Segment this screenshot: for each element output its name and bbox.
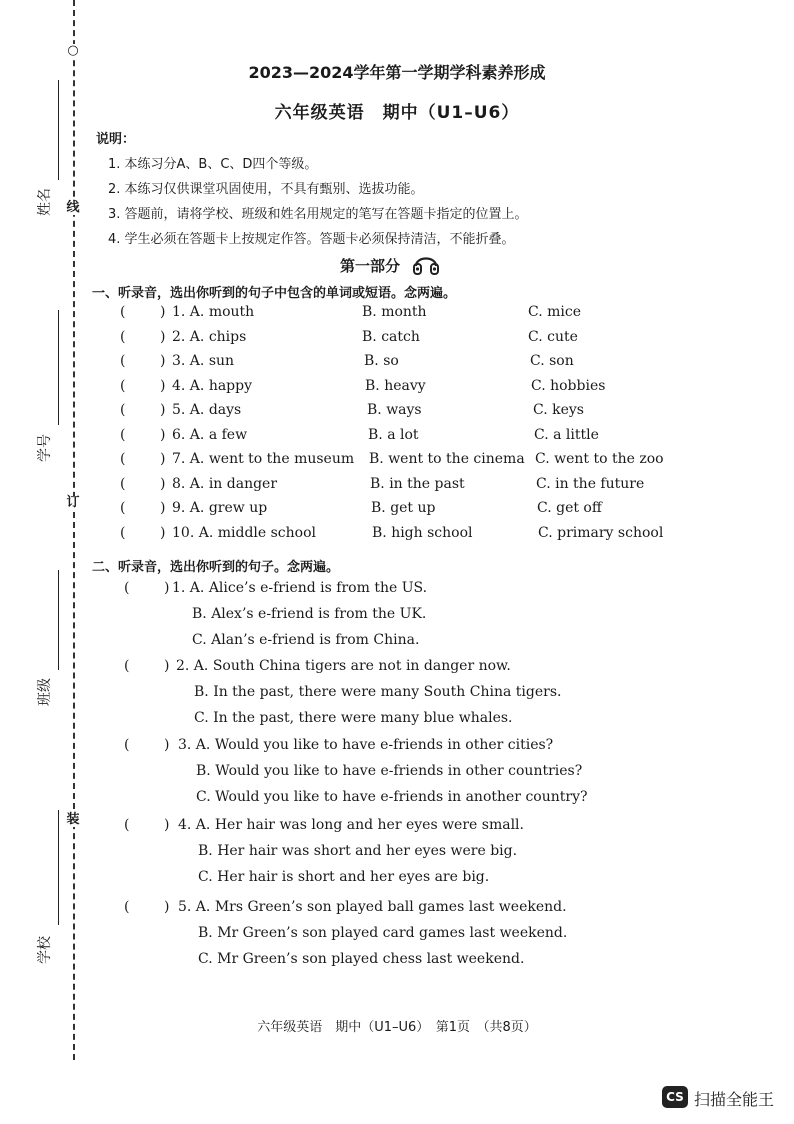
camscanner-logo-icon: CS bbox=[662, 1086, 688, 1108]
camscanner-name: 扫描全能王 bbox=[694, 1090, 775, 1109]
answer-paren-open: ( bbox=[124, 817, 130, 833]
notes-heading: 说明： bbox=[96, 132, 136, 147]
answer-paren-close: ) bbox=[160, 329, 166, 345]
answer-paren-open: ( bbox=[120, 304, 126, 320]
note-item: 4. 学生必须在答题卡上按规定作答。答题卡必须保持清洁，不能折叠。 bbox=[108, 232, 515, 247]
option-b: B. high school bbox=[372, 525, 473, 541]
answer-paren-open: ( bbox=[124, 580, 130, 596]
section1-question bbox=[0, 500, 794, 520]
option-b: B. so bbox=[364, 353, 399, 369]
binding-mark-zhuang: 装 bbox=[66, 812, 80, 827]
section1-question bbox=[0, 304, 794, 324]
name-field-label: 姓名 bbox=[37, 188, 53, 216]
note-item: 2. 本练习仅供课堂巩固使用，不具有甄别、选拔功能。 bbox=[108, 182, 424, 197]
section1-heading: 一、听录音，选出你听到的句子中包含的单词或短语。念两遍。 bbox=[92, 286, 457, 301]
option-b: B. get up bbox=[371, 500, 436, 516]
answer-paren-close: ) bbox=[160, 427, 166, 443]
option-a: 4. A. happy bbox=[172, 378, 253, 394]
sentence-option-b: B. Mr Green’s son played card games last weekend. bbox=[198, 925, 568, 941]
answer-paren-open: ( bbox=[120, 329, 126, 345]
answer-paren-open: ( bbox=[120, 353, 126, 369]
binding-mark-ding: 订 bbox=[66, 495, 80, 510]
section1-question bbox=[0, 378, 794, 398]
answer-paren-open: ( bbox=[120, 378, 126, 394]
sentence-option-b: B. Would you like to have e-friends in other countries? bbox=[196, 763, 583, 779]
answer-paren-open: ( bbox=[120, 402, 126, 418]
sentence-option-a: 4. A. Her hair was long and her eyes were small. bbox=[178, 817, 524, 833]
option-c: C. keys bbox=[533, 402, 584, 418]
school-field bbox=[36, 810, 66, 964]
option-c: C. primary school bbox=[538, 525, 664, 541]
answer-paren-open: ( bbox=[120, 500, 126, 516]
option-a: 8. A. in danger bbox=[172, 476, 278, 492]
option-c: C. cute bbox=[528, 329, 578, 345]
exam-title: 2023—2024学年第一学期学科素养形成 bbox=[248, 63, 546, 82]
answer-paren-close: ) bbox=[164, 817, 170, 833]
option-a: 10. A. middle school bbox=[172, 525, 316, 541]
answer-paren-open: ( bbox=[124, 658, 130, 674]
sentence-option-c: C. Her hair is short and her eyes are big. bbox=[198, 869, 490, 885]
answer-paren-close: ) bbox=[164, 899, 170, 915]
answer-paren-close: ) bbox=[160, 353, 166, 369]
sentence-option-b: B. Her hair was short and her eyes were big. bbox=[198, 843, 518, 859]
section1-question bbox=[0, 525, 794, 545]
sentence-option-c: C. Mr Green’s son played chess last weekend. bbox=[198, 951, 525, 967]
option-b: B. a lot bbox=[368, 427, 419, 443]
sentence-option-a: 5. A. Mrs Green’s son played ball games last weekend. bbox=[178, 899, 567, 915]
section1-question bbox=[0, 353, 794, 373]
option-c: C. son bbox=[530, 353, 574, 369]
school-field-line bbox=[58, 810, 59, 925]
headphones-icon bbox=[412, 250, 440, 276]
answer-paren-close: ) bbox=[164, 737, 170, 753]
student-id-field-label: 学号 bbox=[37, 434, 53, 462]
part1-heading: 第一部分 bbox=[340, 257, 401, 275]
option-a: 5. A. days bbox=[172, 402, 242, 418]
answer-paren-open: ( bbox=[124, 899, 130, 915]
answer-paren-close: ) bbox=[160, 378, 166, 394]
answer-paren-open: ( bbox=[120, 451, 126, 467]
binding-circle-mark: ○ bbox=[67, 43, 79, 58]
option-c: C. went to the zoo bbox=[535, 451, 664, 467]
answer-paren-open: ( bbox=[120, 476, 126, 492]
option-c: C. hobbies bbox=[531, 378, 606, 394]
section1-question bbox=[0, 427, 794, 447]
section1-question bbox=[0, 451, 794, 471]
option-b: B. ways bbox=[367, 402, 422, 418]
option-b: B. heavy bbox=[365, 378, 426, 394]
section1-question bbox=[0, 402, 794, 422]
exam-subtitle: 六年级英语 期中（U1–U6） bbox=[274, 103, 520, 123]
option-c: C. get off bbox=[537, 500, 602, 516]
sentence-option-c: C. Would you like to have e-friends in another country? bbox=[196, 789, 588, 805]
option-b: B. catch bbox=[362, 329, 420, 345]
sentence-option-c: C. In the past, there were many blue whales. bbox=[194, 710, 513, 726]
answer-paren-open: ( bbox=[124, 737, 130, 753]
sentence-option-c: C. Alan’s e-friend is from China. bbox=[192, 632, 420, 648]
class-field bbox=[36, 570, 66, 710]
option-b: B. in the past bbox=[370, 476, 465, 492]
option-b: B. went to the cinema bbox=[369, 451, 525, 467]
sentence-option-b: B. Alex’s e-friend is from the UK. bbox=[192, 606, 427, 622]
answer-paren-close: ) bbox=[160, 476, 166, 492]
answer-paren-close: ) bbox=[160, 500, 166, 516]
answer-paren-close: ) bbox=[160, 402, 166, 418]
section1-question bbox=[0, 329, 794, 349]
option-a: 1. A. mouth bbox=[172, 304, 255, 320]
binding-mark-xian: 线 bbox=[66, 200, 80, 215]
option-a: 6. A. a few bbox=[172, 427, 248, 443]
answer-paren-close: ) bbox=[164, 580, 170, 596]
note-item: 1. 本练习分A、B、C、D四个等级。 bbox=[108, 157, 318, 172]
answer-paren-close: ) bbox=[160, 525, 166, 541]
option-c: C. in the future bbox=[536, 476, 645, 492]
sentence-option-a: 1. A. Alice’s e-friend is from the US. bbox=[172, 580, 428, 596]
name-field-line bbox=[58, 80, 59, 180]
section1-question bbox=[0, 476, 794, 496]
option-a: 9. A. grew up bbox=[172, 500, 268, 516]
answer-paren-close: ) bbox=[160, 304, 166, 320]
sentence-option-a: 3. A. Would you like to have e-friends in other cities? bbox=[178, 737, 554, 753]
note-item: 3. 答题前，请将学校、班级和姓名用规定的笔写在答题卡指定的位置上。 bbox=[108, 207, 528, 222]
class-field-line bbox=[58, 570, 59, 670]
option-c: C. mice bbox=[528, 304, 581, 320]
option-a: 7. A. went to the museum bbox=[172, 451, 355, 467]
sentence-option-a: 2. A. South China tigers are not in danger now. bbox=[176, 658, 511, 674]
section2-heading: 二、听录音，选出你听到的句子。念两遍。 bbox=[92, 560, 340, 575]
class-field-label: 班级 bbox=[37, 678, 53, 706]
page-footer: 六年级英语 期中（U1–U6） 第1页 （共8页） bbox=[257, 1020, 537, 1035]
answer-paren-close: ) bbox=[164, 658, 170, 674]
option-a: 3. A. sun bbox=[172, 353, 235, 369]
school-field-label: 学校 bbox=[37, 936, 53, 964]
answer-paren-close: ) bbox=[160, 451, 166, 467]
sentence-option-b: B. In the past, there were many South China tigers. bbox=[194, 684, 562, 700]
option-a: 2. A. chips bbox=[172, 329, 247, 345]
option-c: C. a little bbox=[534, 427, 599, 443]
option-b: B. month bbox=[362, 304, 427, 320]
answer-paren-open: ( bbox=[120, 525, 126, 541]
answer-paren-open: ( bbox=[120, 427, 126, 443]
